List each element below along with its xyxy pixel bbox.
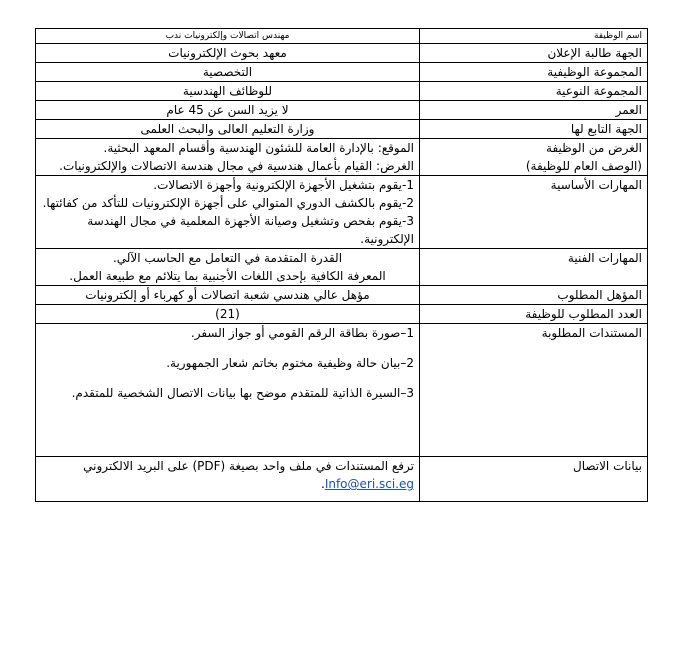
- table-row: [36, 176, 648, 249]
- table-row: [36, 120, 648, 139]
- documents-value: [36, 324, 420, 457]
- type-group-label: المجموعة النوعية: [420, 82, 648, 101]
- affiliation-value: وزارة التعليم العالى والبحث العلمى: [36, 120, 420, 139]
- contact-email-link[interactable]: Info@eri.sci.eg: [324, 477, 414, 491]
- table-row: [36, 286, 648, 305]
- table-row: [36, 457, 648, 502]
- table-row: [36, 305, 648, 324]
- purpose-line-2: الغرض: القيام بأعمال هندسية في مجال هندسة الاتصالات والإلكترونيات.: [59, 159, 414, 173]
- basic-skill-item: 3-يقوم بفحص وتشغيل وصيانة الأجهزة المعلمية في مجال الهندسة الإلكترونية.: [87, 214, 414, 246]
- contact-text: ترفع المستندات في ملف واحد بصيغة (PDF) على البريد الالكتروني: [83, 459, 414, 473]
- tech-skills-label: المهارات الفنية: [420, 249, 648, 286]
- job-name-value: مهندس اتصالات وإلكترونيات ندب: [36, 29, 420, 44]
- count-value: (21): [36, 305, 420, 324]
- purpose-label-main: الغرض من الوظيفة: [546, 141, 642, 155]
- tech-skill-line-1: القدرة المتقدمة في التعامل مع الحاسب الآلي.: [112, 251, 343, 265]
- contact-value: [36, 457, 420, 502]
- table-row: [36, 82, 648, 101]
- age-value: لا يزيد السن عن 45 عام: [36, 101, 420, 120]
- job-group-value: التخصصية: [36, 63, 420, 82]
- table-row: [36, 101, 648, 120]
- table-row: [36, 63, 648, 82]
- purpose-line-1: الموقع: بالإدارة العامة للشئون الهندسية وأقسام المعهد البحثية.: [103, 141, 414, 155]
- advertiser-label: الجهة طالبة الإعلان: [420, 44, 648, 63]
- table-row: [36, 324, 648, 457]
- qualification-label: المؤهل المطلوب: [420, 286, 648, 305]
- table-row: [36, 44, 648, 63]
- basic-skill-item: 1-يقوم بتشغيل الأجهزة الإلكترونية وأجهزة الاتصالات.: [153, 178, 414, 192]
- job-posting-table: [35, 28, 648, 502]
- document-item: 1–صورة بطاقة الرقم القومي أو جواز السفر.: [190, 326, 414, 340]
- tech-skills-value: [36, 249, 420, 286]
- purpose-value: [36, 139, 420, 176]
- purpose-label: [420, 139, 648, 176]
- age-label: العمر: [420, 101, 648, 120]
- contact-suffix: .: [320, 477, 325, 491]
- document-item: 2–بيان حالة وظيفية مختوم بخاتم شعار الجمهورية.: [166, 356, 414, 370]
- table-row: [36, 249, 648, 286]
- affiliation-label: الجهة التابع لها: [420, 120, 648, 139]
- table-row: [36, 29, 648, 44]
- job-group-label: المجموعة الوظيفية: [420, 63, 648, 82]
- document-item: 3–السيرة الذاتية للمتقدم موضح بها بيانات الاتصال الشخصية للمتقدم.: [71, 386, 414, 400]
- documents-label: المستندات المطلوبة: [420, 324, 648, 457]
- basic-skills-value: [36, 176, 420, 249]
- job-name-label: اسم الوظيفة: [420, 29, 648, 44]
- basic-skills-label: المهارات الأساسية: [420, 176, 648, 249]
- count-label: العدد المطلوب للوظيفة: [420, 305, 648, 324]
- tech-skill-line-2: المعرفة الكافية بإحدى اللغات الأجنبية بما يتلائم مع طبيعة العمل.: [69, 269, 386, 283]
- type-group-value: للوظائف الهندسية: [36, 82, 420, 101]
- advertiser-value: معهد بحوث الإلكترونيات: [36, 44, 420, 63]
- basic-skill-item: 2-يقوم بالكشف الدوري المتوالي على أجهزة الإلكترونيات للتأكد من كفائتها.: [42, 196, 414, 210]
- purpose-label-sub: (الوصف العام للوظيفة): [525, 159, 642, 173]
- qualification-value: مؤهل عالي هندسي شعبة اتصالات أو كهرباء أو إلكترونيات: [36, 286, 420, 305]
- contact-label: بيانات الاتصال: [420, 457, 648, 502]
- table-row: [36, 139, 648, 176]
